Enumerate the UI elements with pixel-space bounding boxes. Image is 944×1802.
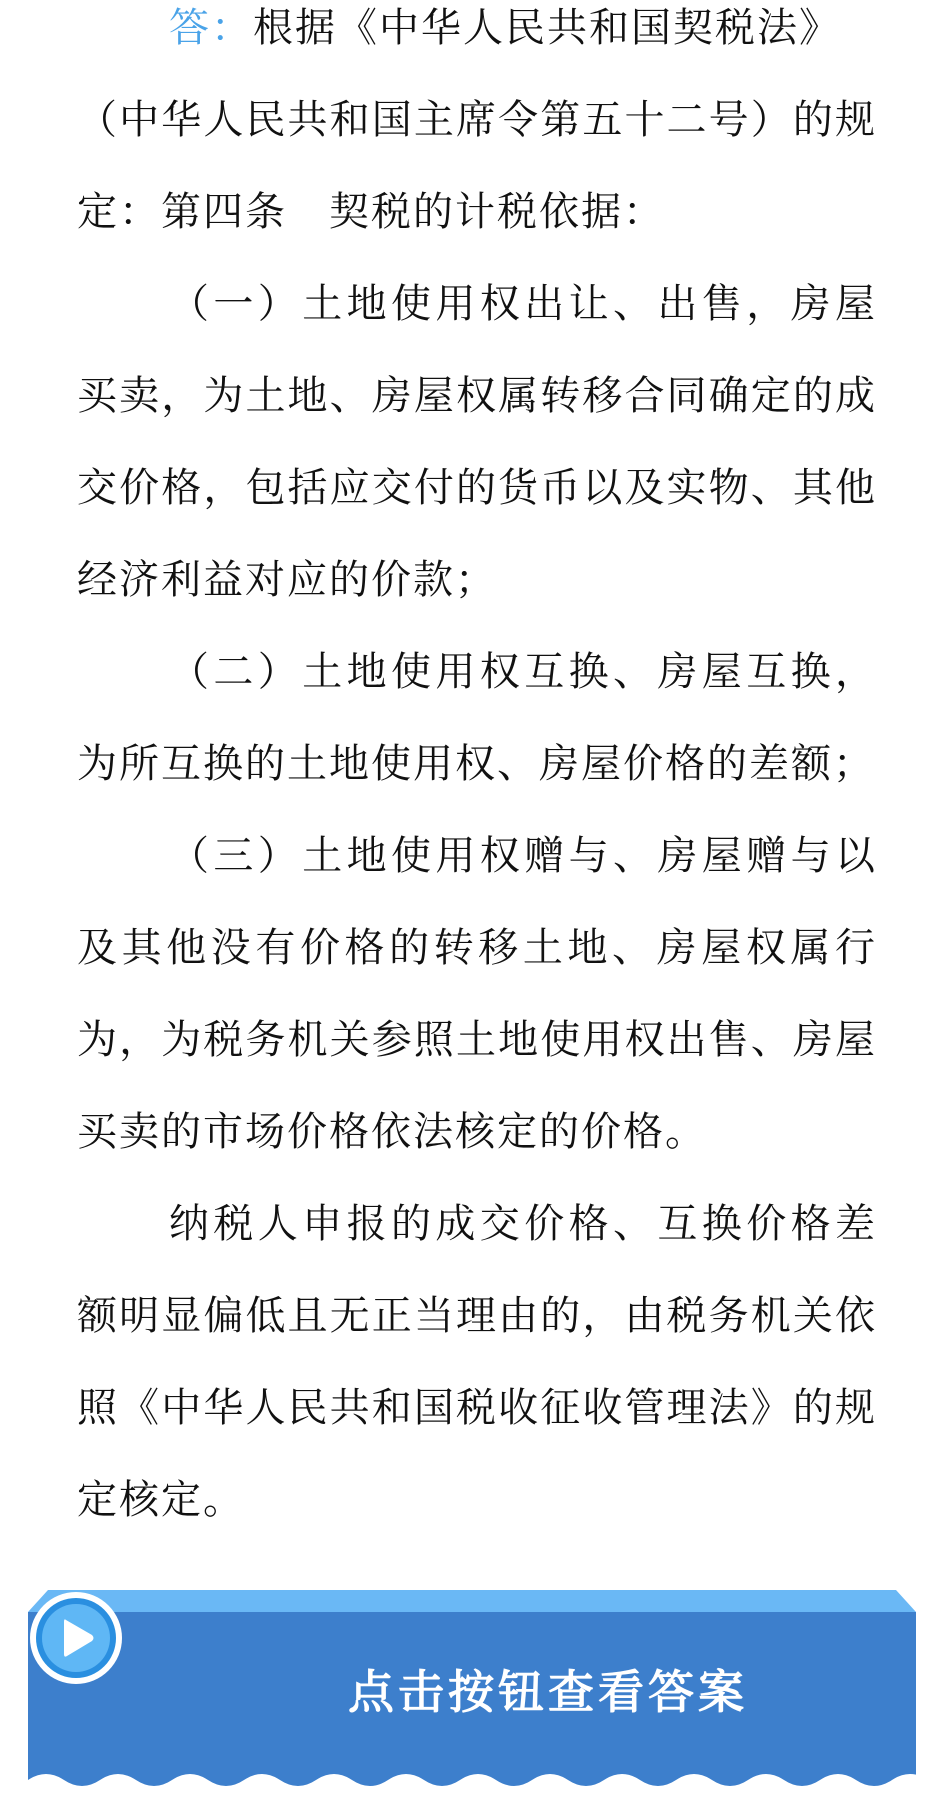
article-line: （中华人民共和国主席令第五十二号）的规: [77, 97, 877, 143]
article-line: 买卖，为土地、房屋权属转移合同确定的成: [77, 373, 877, 419]
view-answer-label: 点击按钮查看答案: [348, 1665, 748, 1719]
article-line: 为，为税务机关参照土地使用权出售、房屋: [77, 1017, 877, 1063]
article-line: 为所互换的土地使用权、房屋价格的差额；: [77, 741, 875, 787]
article-line: （二）土地使用权互换、房屋互换，: [169, 649, 877, 695]
article-line: 定核定。: [77, 1477, 245, 1523]
article-line: 买卖的市场价格依法核定的价格。: [77, 1109, 707, 1155]
article-line: （三）土地使用权赠与、房屋赠与以: [169, 833, 877, 879]
article-line: 照《中华人民共和国税收征收管理法》的规: [77, 1385, 877, 1431]
view-answer-button[interactable]: [28, 1590, 916, 1802]
answer-line-1: [77, 0, 877, 92]
article-line: 额明显偏低且无正当理由的，由税务机关依: [77, 1293, 877, 1339]
article-line: 定：第四条 契税的计税依据：: [77, 189, 665, 235]
answer-article: [77, 0, 877, 1564]
article-line: 经济利益对应的价款；: [77, 557, 497, 603]
article-line: 纳税人申报的成交价格、互换价格差: [169, 1201, 877, 1247]
play-icon[interactable]: [28, 1590, 124, 1686]
article-line: （一）土地使用权出让、出售，房屋: [169, 281, 877, 327]
article-line: 及其他没有价格的转移土地、房屋权属行: [77, 925, 877, 971]
article-line: 交价格，包括应交付的货币以及实物、其他: [77, 465, 877, 511]
answer-label: 答：: [169, 5, 253, 51]
answer-text: 根据《中华人民共和国契税法》: [253, 5, 841, 51]
